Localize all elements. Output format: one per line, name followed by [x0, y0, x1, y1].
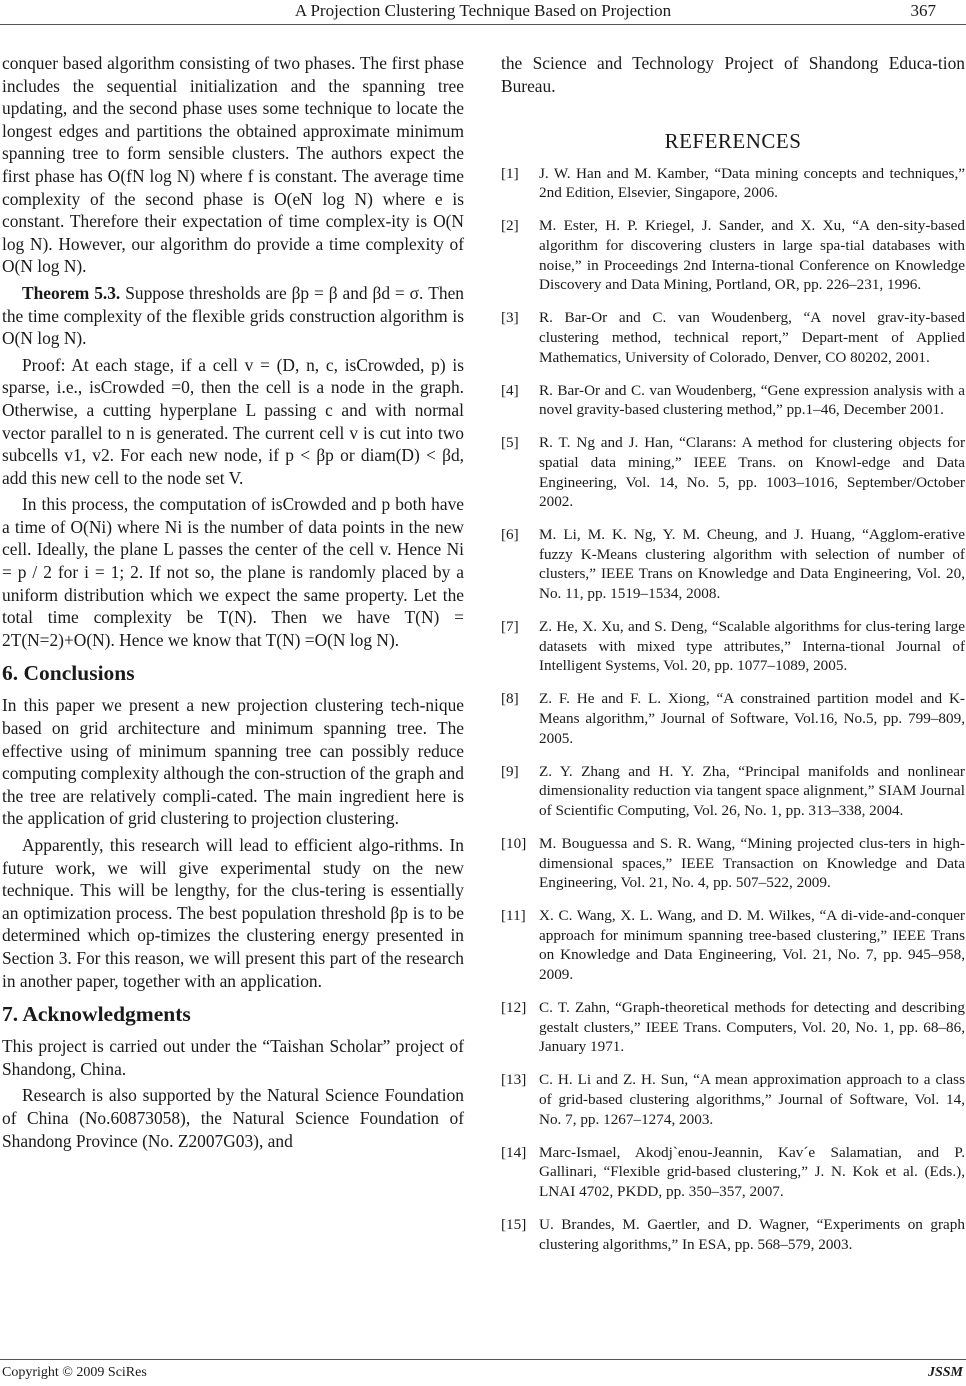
acknowledgments-continuation: the Science and Technology Project of Shandong Educa-tion Bureau. [501, 53, 965, 96]
journal-abbreviation: JSSM [927, 1365, 963, 1380]
reference-text: Z. He, X. Xu, and S. Deng, “Scalable algorithms for clus-tering large datasets with mixed type attributes,” Interna-tional Journal of Intelligent Systems, Vol. 20, pp. 1077–1089, 2005. [539, 618, 965, 675]
reference-number: [7] [501, 618, 519, 636]
reference-item [501, 164, 965, 203]
reference-text: Marc-Ismael, Akodj`enou-Jeannin, Kav´e Salamatian, and P. Gallinari, “Flexible grid-based clustering,” J. N. Kok et al. (Eds.), LNAI 4702, PKDD, pp. 350–357, 2007. [539, 1143, 965, 1200]
theorem-text: Suppose thresholds are βp = β and βd = σ. Then the time complexity of the flexible grids construction algorithm is O(N log N). [2, 282, 464, 349]
reference-text: R. Bar-Or and C. van Woudenberg, “Gene expression analysis with a novel gravity-based clustering method,” pp.1–46, December 2001. [539, 381, 965, 419]
paragraph-continuation: conquer based algorithm consisting of two phases. The first phase includes the sequential initialization and the spanning tree updating, and the second phase uses some technique to locate the longest edges and partitions the obtained approximate minimum spanning tree to form sensible clusters. The authors expect the first phase has O(fN log N) where f is constant. The average time complexity of the second phase is O(eN log N) where e is constant. Therefore their expectation of time complex-ity is O(N log N). However, our algorithm do provide a time complexity of O(N log N). [2, 53, 464, 277]
reference-number: [1] [501, 164, 519, 182]
proof-paragraph-1: Proof: At each stage, if a cell v = (D, n, c, isCrowded, p) is sparse, i.e., isCrowded =0, then the cell is a node in the graph. Otherwise, a cutting hyperplane L passing c and with normal vector parallel to n is generated. The current cell v is cut into two subcells v1, v2. For each new node, if p < βp or diam(D) < βd, add this new cell to the node set V. [2, 354, 464, 488]
reference-text: C. T. Zahn, “Graph-theoretical methods for detecting and describing gestalt clusters,” IEEE Trans. Computers, Vol. 20, No. 1, pp. 68–86, January 1971. [539, 999, 965, 1056]
reference-text: R. T. Ng and J. Han, “Clarans: A method for clustering objects for spatial data mining,” IEEE Trans. on Knowl-edge and Data Engineering, Vol. 14, No. 5, pp. 1003–1016, September/October 2002. [539, 434, 965, 511]
page-number: 367 [910, 1, 936, 20]
acknowledgments-paragraph-1: This project is carried out under the “Taishan Scholar” project of Shandong, China. [2, 1036, 464, 1079]
reference-text: X. C. Wang, X. L. Wang, and D. M. Wilkes, “A di-vide-and-conquer approach for minimum spanning tree-based clustering,” IEEE Trans on Knowledge and Data Engineering, Vol. 21, No. 7, pp. 945–958, 2009. [539, 907, 965, 983]
reference-item [501, 762, 965, 821]
section-heading-acknowledgments: 7. Acknowledgments [2, 1002, 191, 1027]
reference-text: U. Brandes, M. Gaertler, and D. Wagner, “Experiments on graph clustering algorithms,” In ESA, pp. 568–579, 2003. [539, 1215, 965, 1253]
section-heading-conclusions: 6. Conclusions [2, 661, 135, 686]
reference-text: M. Ester, H. P. Kriegel, J. Sander, and X. Xu, “A den-sity-based algorithm for discovering clusters in large spa-tial databases with noise,” in Proceedings 2nd Interna-tional Conference on Knowledge Discovery and Data Mining, Portland, OR, pp. 226–231, 1996. [539, 217, 965, 294]
reference-item [501, 525, 965, 603]
proof-paragraph-2: In this process, the computation of isCrowded and p both have a time of O(Ni) where Ni is the number of data points in the new cell. Ideally, the plane L passes the center of the cell v. Hence Ni = p / 2 for i = 1; 2. If not so, the plane is randomly placed by a uniform distribution which we expect the same property. Let the total time complexity be T(N). Then we have T(N) = 2T(N=2)+O(N). Hence we know that T(N) =O(N log N). [2, 494, 464, 650]
reference-number: [8] [501, 690, 519, 708]
reference-item [501, 1143, 965, 1202]
reference-number: [13] [501, 1071, 527, 1089]
reference-number: [3] [501, 309, 519, 327]
reference-number: [10] [501, 834, 527, 852]
reference-text: M. Bouguessa and S. R. Wang, “Mining projected clus-ters in high-dimensional spaces,” IEEE Transaction on Knowledge and Data Engineering, Vol. 21, No. 4, pp. 507–522, 2009. [539, 834, 965, 892]
reference-item [501, 308, 965, 367]
reference-text: Z. F. He and F. L. Xiong, “A constrained partition model and K-Means algorithm,” Journal of Software, Vol.16, No.5, pp. 799–809, 2005. [539, 690, 965, 747]
theorem-paragraph [2, 282, 464, 350]
reference-item [501, 998, 965, 1057]
reference-item [501, 1215, 965, 1254]
running-title: A Projection Clustering Technique Based on Projection [294, 1, 672, 20]
reference-item [501, 834, 965, 893]
reference-item [501, 216, 965, 294]
footer-rule [0, 1359, 966, 1360]
left-column [2, 52, 464, 1152]
reference-item [501, 689, 965, 748]
reference-text: M. Li, M. K. Ng, Y. M. Cheung, and J. Huang, “Agglom-erative fuzzy K-Means clustering algorithm with selection of number of clusters,” IEEE Trans on Knowledge and Data Engineering, Vol. 20, No. 11, pp. 1519–1534, 2008. [539, 526, 965, 602]
reference-item [501, 433, 965, 511]
reference-number: [4] [501, 381, 519, 399]
reference-number: [14] [501, 1143, 527, 1161]
conclusions-paragraph-1: In this paper we present a new projection clustering tech-nique based on grid architecture and minimum spanning tree. The effective using of minimum spanning tree can possibly reduce computing complexity although the con-struction of the graph and the tree are relatively compli-cated. The main ingredient here is the application of grid clustering to projection clustering. [2, 695, 464, 829]
reference-number: [11] [501, 907, 526, 925]
conclusions-paragraph-2: Apparently, this research will lead to efficient algo-rithms. In future work, we will give experimental study on the new technique. This will be lengthy, for the clus-tering is essentially an optimization process. The best population threshold βp is to be determined which op-timizes the clustering energy presented in Section 3. For this reason, we will present this part of the research in another paper, together with an application. [2, 835, 464, 991]
reference-number: [9] [501, 762, 519, 780]
reference-text: R. Bar-Or and C. van Woudenberg, “A novel grav-ity-based clustering method, technical report,” Depart-ment of Applied Mathematics, University of Colorado, Denver, CO 80202, 2001. [539, 309, 965, 366]
right-column [501, 52, 965, 1268]
reference-number: [12] [501, 999, 527, 1017]
header-rule [0, 24, 966, 25]
theorem-label: Theorem 5.3. [22, 282, 121, 303]
reference-list [501, 164, 965, 1254]
copyright-notice: Copyright © 2009 SciRes [2, 1365, 147, 1380]
reference-number: [15] [501, 1215, 527, 1233]
reference-item [501, 1070, 965, 1129]
reference-item [501, 906, 965, 984]
reference-text: Z. Y. Zhang and H. Y. Zha, “Principal manifolds and nonlinear dimensionality reduction via tangent space alignment,” SIAM Journal of Scientific Computing, Vol. 26, No. 1, pp. 313–338, 2004. [539, 762, 965, 819]
reference-text: C. H. Li and Z. H. Sun, “A mean approximation approach to a class of grid-based clustering algorithms,” Journal of Software, Vol. 14, No. 7, pp. 1267–1274, 2003. [539, 1071, 965, 1128]
reference-number: [2] [501, 217, 519, 235]
reference-item [501, 617, 965, 676]
acknowledgments-paragraph-2: Research is also supported by the Natural Science Foundation of China (No.60873058), the Natural Science Foundation of Shandong Province (No. Z2007G03), and [2, 1085, 464, 1151]
reference-number: [5] [501, 434, 519, 452]
reference-item [501, 381, 965, 420]
reference-text: J. W. Han and M. Kamber, “Data mining concepts and techniques,” 2nd Edition, Elsevier, Singapore, 2006. [539, 164, 965, 202]
references-heading: REFERENCES [664, 129, 802, 154]
reference-number: [6] [501, 526, 519, 544]
